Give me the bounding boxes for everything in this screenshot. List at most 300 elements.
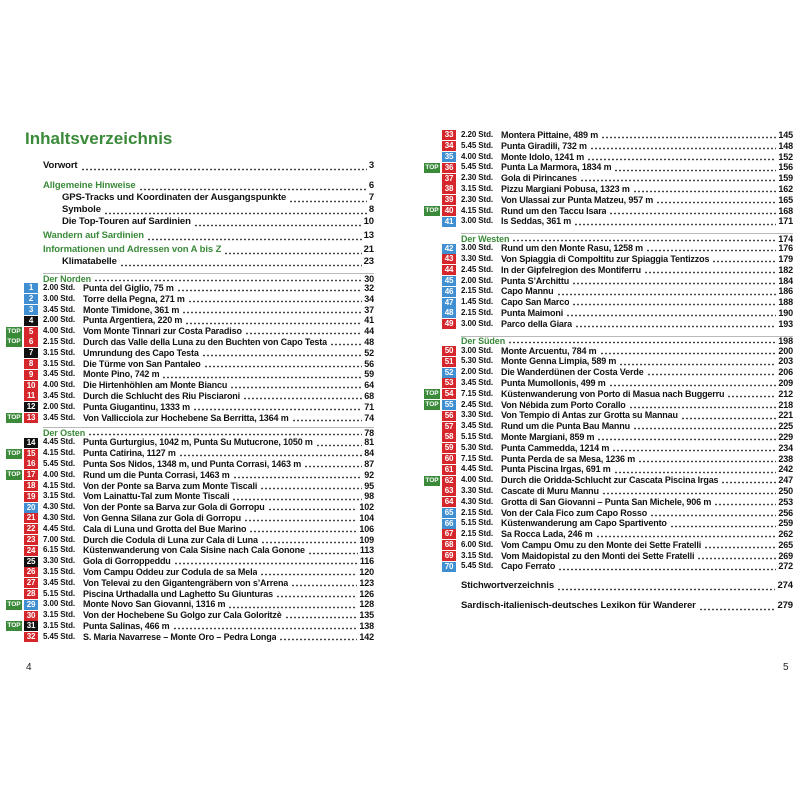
- route-title: Von der Ponte sa Barva zum Monte Tiscali: [83, 480, 258, 491]
- route-number-badge: 63: [442, 486, 456, 496]
- entry-page-number: 206: [778, 367, 793, 378]
- entry-page-number: 212: [778, 388, 793, 399]
- entry-title: Der Norden: [43, 273, 92, 283]
- route-title: Von Vallicciola zur Hochebene Sa Berritta, 1364 m: [83, 412, 289, 423]
- walking-time: 2.00 Std.: [43, 283, 76, 292]
- entry-page-number: 269: [778, 550, 793, 561]
- route-number-badge: 41: [442, 217, 456, 227]
- route-number-badge: 47: [442, 298, 456, 308]
- entry-page-number: 135: [359, 610, 374, 621]
- walking-time: 2.00 Std.: [43, 315, 76, 325]
- dot-leader: [162, 369, 362, 380]
- route-number-badge: 39: [442, 195, 456, 205]
- entry-page-number: 259: [778, 518, 793, 529]
- entry-page-number: 113: [359, 545, 374, 556]
- dot-leader: [557, 580, 775, 592]
- dot-leader: [697, 551, 776, 562]
- dot-leader: [650, 508, 776, 519]
- route-title: Rund um den Taccu Isara: [501, 205, 607, 216]
- walking-time: 5.45 Std.: [461, 162, 494, 172]
- route-number-badge: 40: [442, 206, 456, 216]
- walking-time: 3.30 Std.: [43, 556, 76, 566]
- route-title: Punta Piscina Irgas, 691 m: [501, 464, 611, 475]
- dot-leader: [580, 173, 777, 184]
- route-entry-52: [424, 367, 793, 378]
- entry-page-number: 74: [364, 412, 374, 423]
- entry-page-number: 190: [778, 307, 793, 318]
- walking-time: 3.15 Std.: [43, 347, 76, 357]
- route-number-badge: 4: [24, 316, 38, 326]
- dot-leader: [609, 206, 776, 217]
- route-number-badge: 70: [442, 562, 456, 572]
- route-title: Punta del Giglio, 75 m: [83, 283, 174, 293]
- top-tour-badge: TOP: [425, 163, 439, 171]
- route-title: Von der Ponte sa Barva zur Gola di Gorropu: [83, 502, 265, 513]
- walking-time: 5.30 Std.: [461, 356, 494, 366]
- entry-page-number: 109: [359, 534, 374, 545]
- route-entry-16: [6, 459, 374, 470]
- route-title: Grotta di San Giovanni – Punta San Michele, 906 m: [501, 496, 712, 507]
- route-title: Cala di Luna und Grotta del Bue Marino: [83, 523, 247, 534]
- dot-leader: [572, 276, 776, 287]
- route-entry-50: [424, 346, 793, 357]
- route-title: Punta Gurturgius, 1042 m, Punta Su Mutucrone, 1050 m: [83, 437, 313, 448]
- route-number-badge: 45: [442, 276, 456, 286]
- route-entry-7: [6, 348, 374, 359]
- route-entry-62: [424, 475, 793, 486]
- walking-time: 3.15 Std.: [43, 491, 76, 501]
- route-entry-13: [6, 413, 374, 424]
- top-tour-badge: TOP: [7, 449, 21, 457]
- walking-time: 2.20 Std.: [461, 130, 494, 139]
- entry-page-number: 279: [777, 600, 793, 612]
- entry-title: Symbole: [62, 204, 101, 215]
- entry-page-number: 92: [364, 469, 374, 480]
- dot-leader: [609, 378, 777, 389]
- entry-page-number: 84: [364, 448, 374, 459]
- walking-time: 5.30 Std.: [461, 442, 494, 452]
- dot-leader: [224, 244, 361, 256]
- route-number-badge: 69: [442, 551, 456, 561]
- walking-time: 3.00 Std.: [461, 345, 494, 355]
- walking-time: 6.15 Std.: [43, 545, 76, 555]
- entry-page-number: 71: [364, 401, 374, 412]
- dot-leader: [261, 535, 358, 546]
- top-tour-badge: TOP: [425, 206, 439, 214]
- route-number-badge: 1: [24, 283, 38, 293]
- entry-page-number: 30: [364, 273, 374, 283]
- route-number-badge: 57: [442, 422, 456, 432]
- route-title: Monte Idolo, 1241 m: [501, 151, 585, 162]
- page-number-right: 5: [783, 662, 789, 673]
- walking-time: 3.45 Std.: [43, 412, 76, 422]
- route-number-badge: 32: [24, 632, 38, 642]
- walking-time: 4.00 Std.: [43, 469, 76, 479]
- walking-time: 3.45 Std.: [461, 377, 494, 387]
- route-number-badge: 9: [24, 370, 38, 380]
- route-title: Die Türme von San Pantaleo: [83, 358, 201, 369]
- dot-leader: [202, 348, 363, 359]
- dot-leader: [612, 443, 776, 454]
- dot-leader: [721, 475, 776, 486]
- entry-page-number: 128: [359, 599, 374, 610]
- dot-leader: [656, 195, 776, 206]
- dot-leader: [279, 632, 357, 643]
- route-number-badge: 5: [24, 327, 38, 337]
- entry-page-number: 209: [778, 377, 793, 388]
- dot-leader: [179, 448, 363, 459]
- entry-page-number: 162: [778, 183, 793, 194]
- route-entry-33: [424, 130, 793, 141]
- route-number-badge: 55: [442, 400, 456, 410]
- dot-leader: [644, 265, 777, 276]
- route-number-badge: 52: [442, 368, 456, 378]
- dot-leader: [633, 421, 776, 432]
- route-entry-55: [424, 400, 793, 411]
- route-entry-29: [6, 599, 374, 610]
- walking-time: 3.15 Std.: [43, 610, 76, 620]
- route-entry-25: [6, 556, 374, 567]
- route-number-badge: 46: [442, 287, 456, 297]
- walking-time: 4.30 Std.: [461, 496, 494, 506]
- walking-time: 5.45 Std.: [461, 140, 494, 150]
- walking-time: 5.15 Std.: [43, 588, 76, 598]
- route-entry-41: [424, 216, 793, 227]
- route-entry-10: [6, 380, 374, 391]
- route-entry-38: [424, 184, 793, 195]
- entry-page-number: 6: [368, 180, 374, 191]
- route-title: Monte Timidone, 361 m: [83, 304, 180, 315]
- dot-leader: [596, 529, 777, 540]
- walking-time: 6.00 Std.: [461, 539, 494, 549]
- route-entry-46: [424, 286, 793, 297]
- walking-time: 4.00 Std.: [461, 151, 494, 161]
- entry-title: Sardisch-italienisch-deutsches Lexikon für Wanderer: [461, 600, 696, 612]
- route-entry-19: [6, 491, 374, 502]
- route-title: Vom Maidopistal zu den Monti dei Sette Fratelli: [501, 550, 695, 561]
- route-number-badge: 35: [442, 152, 456, 162]
- route-entry-4: [6, 315, 374, 326]
- route-entry-42: [424, 243, 793, 254]
- walking-time: 3.45 Std.: [43, 369, 76, 379]
- route-number-badge: 25: [24, 557, 38, 567]
- route-entry-6: [6, 337, 374, 348]
- route-title: Punta Cammedda, 1214 m: [501, 442, 610, 453]
- entry-page-number: 106: [359, 523, 374, 534]
- entry-page-number: 234: [778, 442, 793, 453]
- dot-leader: [647, 367, 777, 378]
- entry-page-number: 247: [778, 475, 793, 486]
- route-title: Von Ulassai zur Punta Matzeu, 957 m: [501, 194, 654, 205]
- route-number-badge: 48: [442, 308, 456, 318]
- walking-time: 3.30 Std.: [461, 410, 494, 420]
- walking-time: 2.45 Std.: [461, 264, 494, 274]
- route-number-badge: 62: [442, 476, 456, 486]
- route-number-badge: 27: [24, 578, 38, 588]
- entry-title: Stichwortverzeichnis: [461, 580, 555, 592]
- walking-time: 3.15 Std.: [461, 550, 494, 560]
- dot-leader: [575, 319, 776, 330]
- route-title: Punta Argentiera, 220 m: [83, 315, 183, 326]
- dot-leader: [316, 437, 363, 448]
- dot-leader: [574, 216, 776, 227]
- dot-leader: [120, 256, 362, 268]
- route-entry-3: [6, 305, 374, 316]
- dot-leader: [714, 497, 776, 508]
- top-tour-badge: TOP: [7, 622, 21, 630]
- entry-page-number: 186: [778, 286, 793, 297]
- route-title: Parco della Giara: [501, 318, 572, 329]
- dot-leader: [88, 428, 362, 437]
- route-number-badge: 13: [24, 413, 38, 423]
- dot-leader: [727, 389, 776, 400]
- entry-page-number: 148: [778, 140, 793, 151]
- route-title: Sa Rocca Lada, 246 m: [501, 529, 593, 540]
- entry-page-number: 34: [364, 293, 374, 304]
- dot-leader: [587, 152, 776, 163]
- route-number-badge: 10: [24, 381, 38, 391]
- entry-page-number: 32: [364, 283, 374, 293]
- route-entry-57: [424, 421, 793, 432]
- walking-time: 4.15 Std.: [461, 205, 494, 215]
- walking-time: 3.00 Std.: [43, 599, 76, 609]
- entry-page-number: 203: [778, 356, 793, 367]
- route-title: Durch die Codula di Luna zur Cala di Luna: [83, 534, 258, 545]
- route-title: Monte Arcuentu, 784 m: [501, 345, 597, 356]
- entry-title: Der Süden: [461, 336, 506, 346]
- route-number-badge: 7: [24, 348, 38, 358]
- walking-time: 7.00 Std.: [43, 534, 76, 544]
- top-tour-badge: TOP: [7, 600, 21, 608]
- route-title: Monte Genna Limpia, 589 m: [501, 356, 617, 367]
- walking-time: 4.45 Std.: [43, 437, 76, 447]
- entry-page-number: 81: [364, 437, 374, 448]
- dot-leader: [590, 141, 777, 152]
- route-entry-23: [6, 535, 374, 546]
- entry-page-number: 48: [364, 336, 374, 347]
- route-entry-1: [6, 283, 374, 294]
- dot-leader: [508, 337, 776, 346]
- entry-page-number: 188: [778, 297, 793, 308]
- route-entry-24: [6, 545, 374, 556]
- dot-leader: [597, 432, 776, 443]
- route-number-badge: 3: [24, 305, 38, 315]
- route-number-badge: 67: [442, 529, 456, 539]
- toc-sub-entry: [62, 204, 374, 216]
- entry-title: Klimatabelle: [62, 256, 117, 267]
- entry-page-number: 179: [778, 253, 793, 264]
- dot-leader: [260, 481, 362, 492]
- toc-sub-entry: [62, 216, 374, 228]
- top-tour-badge: TOP: [7, 413, 21, 421]
- dot-leader: [646, 243, 776, 254]
- entry-page-number: 44: [364, 326, 374, 337]
- walking-time: 1.45 Std.: [461, 297, 494, 307]
- walking-time: 4.15 Std.: [43, 448, 76, 458]
- entry-page-number: 123: [359, 577, 374, 588]
- toc-section-entry: [461, 233, 793, 243]
- entry-page-number: 10: [363, 216, 374, 227]
- walking-time: 2.15 Std.: [461, 507, 494, 517]
- route-number-badge: 44: [442, 265, 456, 275]
- toc-back-entry: [461, 600, 793, 612]
- entry-title: Der Osten: [43, 427, 86, 438]
- dot-leader: [292, 413, 363, 424]
- entry-page-number: 87: [364, 458, 374, 469]
- entry-page-number: 242: [778, 464, 793, 475]
- dot-leader: [614, 162, 776, 173]
- dot-leader: [104, 204, 367, 216]
- dot-leader: [600, 346, 777, 357]
- toc-group-entry: [43, 180, 374, 192]
- toc-back-entry: [461, 580, 793, 592]
- route-number-badge: 28: [24, 589, 38, 599]
- route-entry-32: [6, 632, 374, 643]
- dot-leader: [204, 359, 363, 370]
- route-title: Küstenwanderung von Porto di Masua nach Buggerru: [501, 388, 725, 399]
- route-number-badge: 20: [24, 503, 38, 513]
- walking-time: 2.30 Std.: [461, 194, 494, 204]
- entry-page-number: 225: [778, 421, 793, 432]
- route-entry-40: [424, 206, 793, 217]
- toc-section-entry: [43, 273, 374, 283]
- route-title: Von der Hochebene Su Golgo zur Cala Goloritzè: [83, 610, 282, 621]
- route-title: Capo Mannu: [501, 286, 554, 297]
- dot-leader: [572, 297, 776, 308]
- route-title: Küstenwanderung am Capo Spartivento: [501, 518, 667, 529]
- toc-title: Inhaltsverzeichnis: [25, 129, 173, 148]
- route-title: Durch die Oridda-Schlucht zur Cascata Piscina Irgas: [501, 475, 719, 486]
- walking-time: 3.45 Std.: [43, 390, 76, 400]
- route-title: Capo Ferrato: [501, 561, 556, 572]
- dot-leader: [712, 254, 776, 265]
- toc-section-entry: [461, 336, 793, 346]
- entry-page-number: 41: [364, 315, 374, 326]
- entry-page-number: 152: [778, 151, 793, 162]
- route-number-badge: 23: [24, 535, 38, 545]
- right-toc-list: [424, 130, 793, 612]
- walking-time: 2.00 Std.: [461, 275, 494, 285]
- route-title: Punta S’Archittu: [501, 275, 570, 286]
- route-title: Gola di Pirincanes: [501, 173, 577, 184]
- route-entry-65: [424, 508, 793, 519]
- route-title: Punta Catirina, 1127 m: [83, 448, 176, 459]
- route-title: Is Seddas, 361 m: [501, 216, 572, 227]
- route-number-badge: 36: [442, 163, 456, 173]
- route-title: Von Nébida zum Porto Corallo: [501, 399, 626, 410]
- route-title: Von Tempio di Antas zur Grotta su Mannau: [501, 410, 678, 421]
- route-entry-15: [6, 448, 374, 459]
- dot-leader: [699, 600, 776, 612]
- route-title: Punta Giradili, 732 m: [501, 140, 587, 151]
- walking-time: 2.45 Std.: [461, 399, 494, 409]
- route-entry-31: [6, 621, 374, 632]
- dot-leader: [308, 545, 358, 556]
- route-title: Vom Campu Oddeu zur Codula de sa Mela: [83, 566, 258, 577]
- route-number-badge: 8: [24, 359, 38, 369]
- route-entry-51: [424, 356, 793, 367]
- walking-time: 3.15 Std.: [43, 358, 76, 368]
- route-entry-61: [424, 464, 793, 475]
- walking-time: 2.00 Std.: [43, 401, 76, 411]
- route-title: Von Genna Silana zur Gola di Gorropu: [83, 512, 241, 523]
- entry-page-number: 64: [364, 380, 374, 391]
- route-number-badge: 61: [442, 465, 456, 475]
- toc-section-entry: [43, 427, 374, 437]
- route-number-badge: 17: [24, 470, 38, 480]
- route-entry-35: [424, 152, 793, 163]
- route-entry-8: [6, 359, 374, 370]
- route-entry-18: [6, 481, 374, 492]
- route-entry-27: [6, 578, 374, 589]
- route-title: Punta Maimoni: [501, 307, 564, 318]
- route-number-badge: 33: [442, 130, 456, 140]
- route-number-badge: 12: [24, 402, 38, 412]
- entry-page-number: 138: [359, 620, 374, 631]
- dot-leader: [174, 556, 358, 567]
- route-entry-37: [424, 173, 793, 184]
- walking-time: 3.15 Std.: [43, 566, 76, 576]
- walking-time: 4.00 Std.: [43, 326, 76, 336]
- walking-time: 2.15 Std.: [461, 529, 494, 539]
- dot-leader: [601, 130, 776, 141]
- route-number-badge: 14: [24, 438, 38, 448]
- route-number-badge: 50: [442, 346, 456, 356]
- walking-time: 3.00 Std.: [43, 293, 76, 303]
- entry-page-number: 168: [778, 205, 793, 216]
- walking-time: 2.00 Std.: [461, 367, 494, 377]
- route-entry-48: [424, 308, 793, 319]
- entry-title: Informationen und Adressen von A bis Z: [43, 244, 222, 255]
- route-entry-21: [6, 513, 374, 524]
- route-number-badge: 34: [442, 141, 456, 151]
- walking-time: 3.30 Std.: [461, 253, 494, 263]
- entry-page-number: 142: [359, 631, 374, 642]
- dot-leader: [228, 599, 357, 610]
- dot-leader: [614, 464, 777, 475]
- route-entry-26: [6, 567, 374, 578]
- route-title: Die Wanderdünen der Costa Verde: [501, 367, 644, 378]
- walking-time: 5.45 Std.: [461, 561, 494, 571]
- route-entry-67: [424, 529, 793, 540]
- entry-page-number: 193: [778, 318, 793, 329]
- entry-page-number: 200: [778, 345, 793, 356]
- route-title: Punta La Marmora, 1834 m: [501, 162, 612, 173]
- route-title: Rund um die Punta Corrasi, 1463 m: [83, 469, 230, 480]
- route-title: Torre della Pegna, 271 m: [83, 293, 185, 304]
- route-title: Monte Margiani, 859 m: [501, 431, 595, 442]
- route-number-badge: 51: [442, 357, 456, 367]
- walking-time: 4.30 Std.: [43, 502, 76, 512]
- entry-page-number: 182: [778, 264, 793, 275]
- walking-time: 3.30 Std.: [461, 485, 494, 495]
- route-number-badge: 42: [442, 244, 456, 254]
- route-entry-43: [424, 254, 793, 265]
- entry-page-number: 78: [364, 427, 374, 438]
- top-tour-badge: TOP: [425, 390, 439, 398]
- entry-page-number: 52: [364, 347, 374, 358]
- entry-page-number: 171: [778, 216, 793, 227]
- entry-page-number: 126: [359, 588, 374, 599]
- left-toc-list: [6, 160, 374, 643]
- entry-page-number: 59: [364, 369, 374, 380]
- entry-page-number: 265: [778, 539, 793, 550]
- route-title: Montera Pittaine, 489 m: [501, 130, 599, 140]
- entry-page-number: 250: [778, 485, 793, 496]
- dot-leader: [177, 283, 363, 294]
- entry-page-number: 7: [368, 192, 374, 203]
- route-number-badge: 19: [24, 492, 38, 502]
